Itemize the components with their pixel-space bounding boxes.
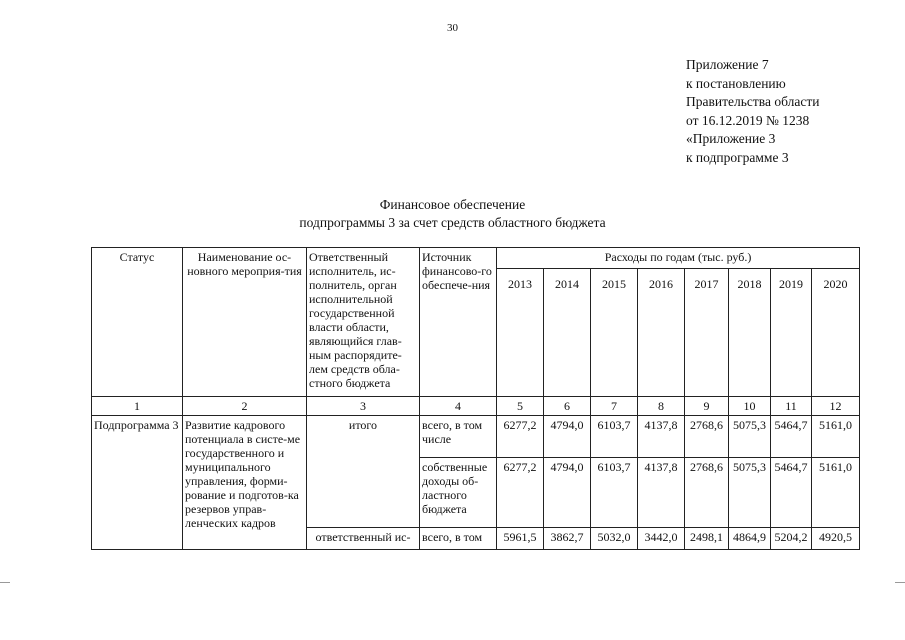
column-index: 12 [812,397,860,416]
header-year: 2020 [812,269,860,397]
column-index: 11 [771,397,812,416]
column-index: 7 [591,397,638,416]
row-value: 4864,9 [729,528,771,550]
row-value: 5464,7 [771,416,812,458]
row-value: 5075,3 [729,416,771,458]
column-index-row [92,397,860,416]
cut-mark-right [895,582,905,583]
header-source: Источник финансово-го обеспече-ния [420,248,497,397]
header-year: 2017 [685,269,729,397]
title-line-1: Финансовое обеспечение [379,197,526,212]
row-value: 6103,7 [591,458,638,528]
header-year: 2014 [544,269,591,397]
cut-mark-left [0,582,10,583]
header-year: 2013 [497,269,544,397]
row-value: 5204,2 [771,528,812,550]
column-index: 4 [420,397,497,416]
appendix-line: к постановлению [686,75,786,91]
row-executor: ответственный ис- [307,528,420,550]
header-year: 2016 [638,269,685,397]
row-value: 5464,7 [771,458,812,528]
row-source: всего, в том [420,528,497,550]
header-activity: Наименование ос-новного мероприя-тия [183,248,307,397]
row-value: 2768,6 [685,416,729,458]
row-value: 4137,8 [638,458,685,528]
row-value: 4137,8 [638,416,685,458]
row-value: 3862,7 [544,528,591,550]
column-index: 6 [544,397,591,416]
financing-table [91,247,860,550]
row-value: 5961,5 [497,528,544,550]
header-year: 2019 [771,269,812,397]
appendix-line: Правительства области [686,94,820,109]
column-index: 5 [497,397,544,416]
header-executor: Ответственный исполнитель, ис-полнитель, орган исполнительной государственной власти области, являющийся глав-ным распорядите-лем средств обла-стного бюджета [307,248,420,397]
row-value: 6103,7 [591,416,638,458]
header-row [92,248,860,269]
table-row [92,416,860,458]
page-number: 30 [447,22,458,34]
row-value: 5075,3 [729,458,771,528]
column-index: 1 [92,397,183,416]
column-index: 8 [638,397,685,416]
appendix-line: от 16.12.2019 № 1238 [686,112,810,128]
title-line-2: подпрограммы 3 за счет средств областного бюджета [299,215,606,230]
header-year: 2015 [591,269,638,397]
row-source: собственные доходы об-ластного бюджета [420,458,497,528]
row-executor: итого [307,416,420,528]
row-value: 4920,5 [812,528,860,550]
row-value: 5161,0 [812,458,860,528]
row-value: 4794,0 [544,458,591,528]
row-value: 6277,2 [497,416,544,458]
appendix-line: «Приложение 3 [686,131,776,146]
appendix-line: Приложение 7 [686,57,769,72]
row-value: 5161,0 [812,416,860,458]
appendix-line: к подпрограмме 3 [686,149,789,165]
column-index: 3 [307,397,420,416]
header-year: 2018 [729,269,771,397]
row-value: 4794,0 [544,416,591,458]
header-expenses: Расходы по годам (тыс. руб.) [497,248,860,269]
appendix-block [686,56,819,167]
document-title [0,196,905,232]
row-activity: Развитие кадрового потенциала в систе-ме государственного и муниципального управления, форми-рование и подготов-ка резервов управ-ленческих кадров [183,416,307,550]
row-value: 2768,6 [685,458,729,528]
row-value: 5032,0 [591,528,638,550]
row-value: 6277,2 [497,458,544,528]
header-status: Статус [92,248,183,397]
row-value: 3442,0 [638,528,685,550]
column-index: 2 [183,397,307,416]
row-status: Подпрограмма 3 [92,416,183,550]
column-index: 9 [685,397,729,416]
row-source: всего, в том числе [420,416,497,458]
row-value: 2498,1 [685,528,729,550]
column-index: 10 [729,397,771,416]
